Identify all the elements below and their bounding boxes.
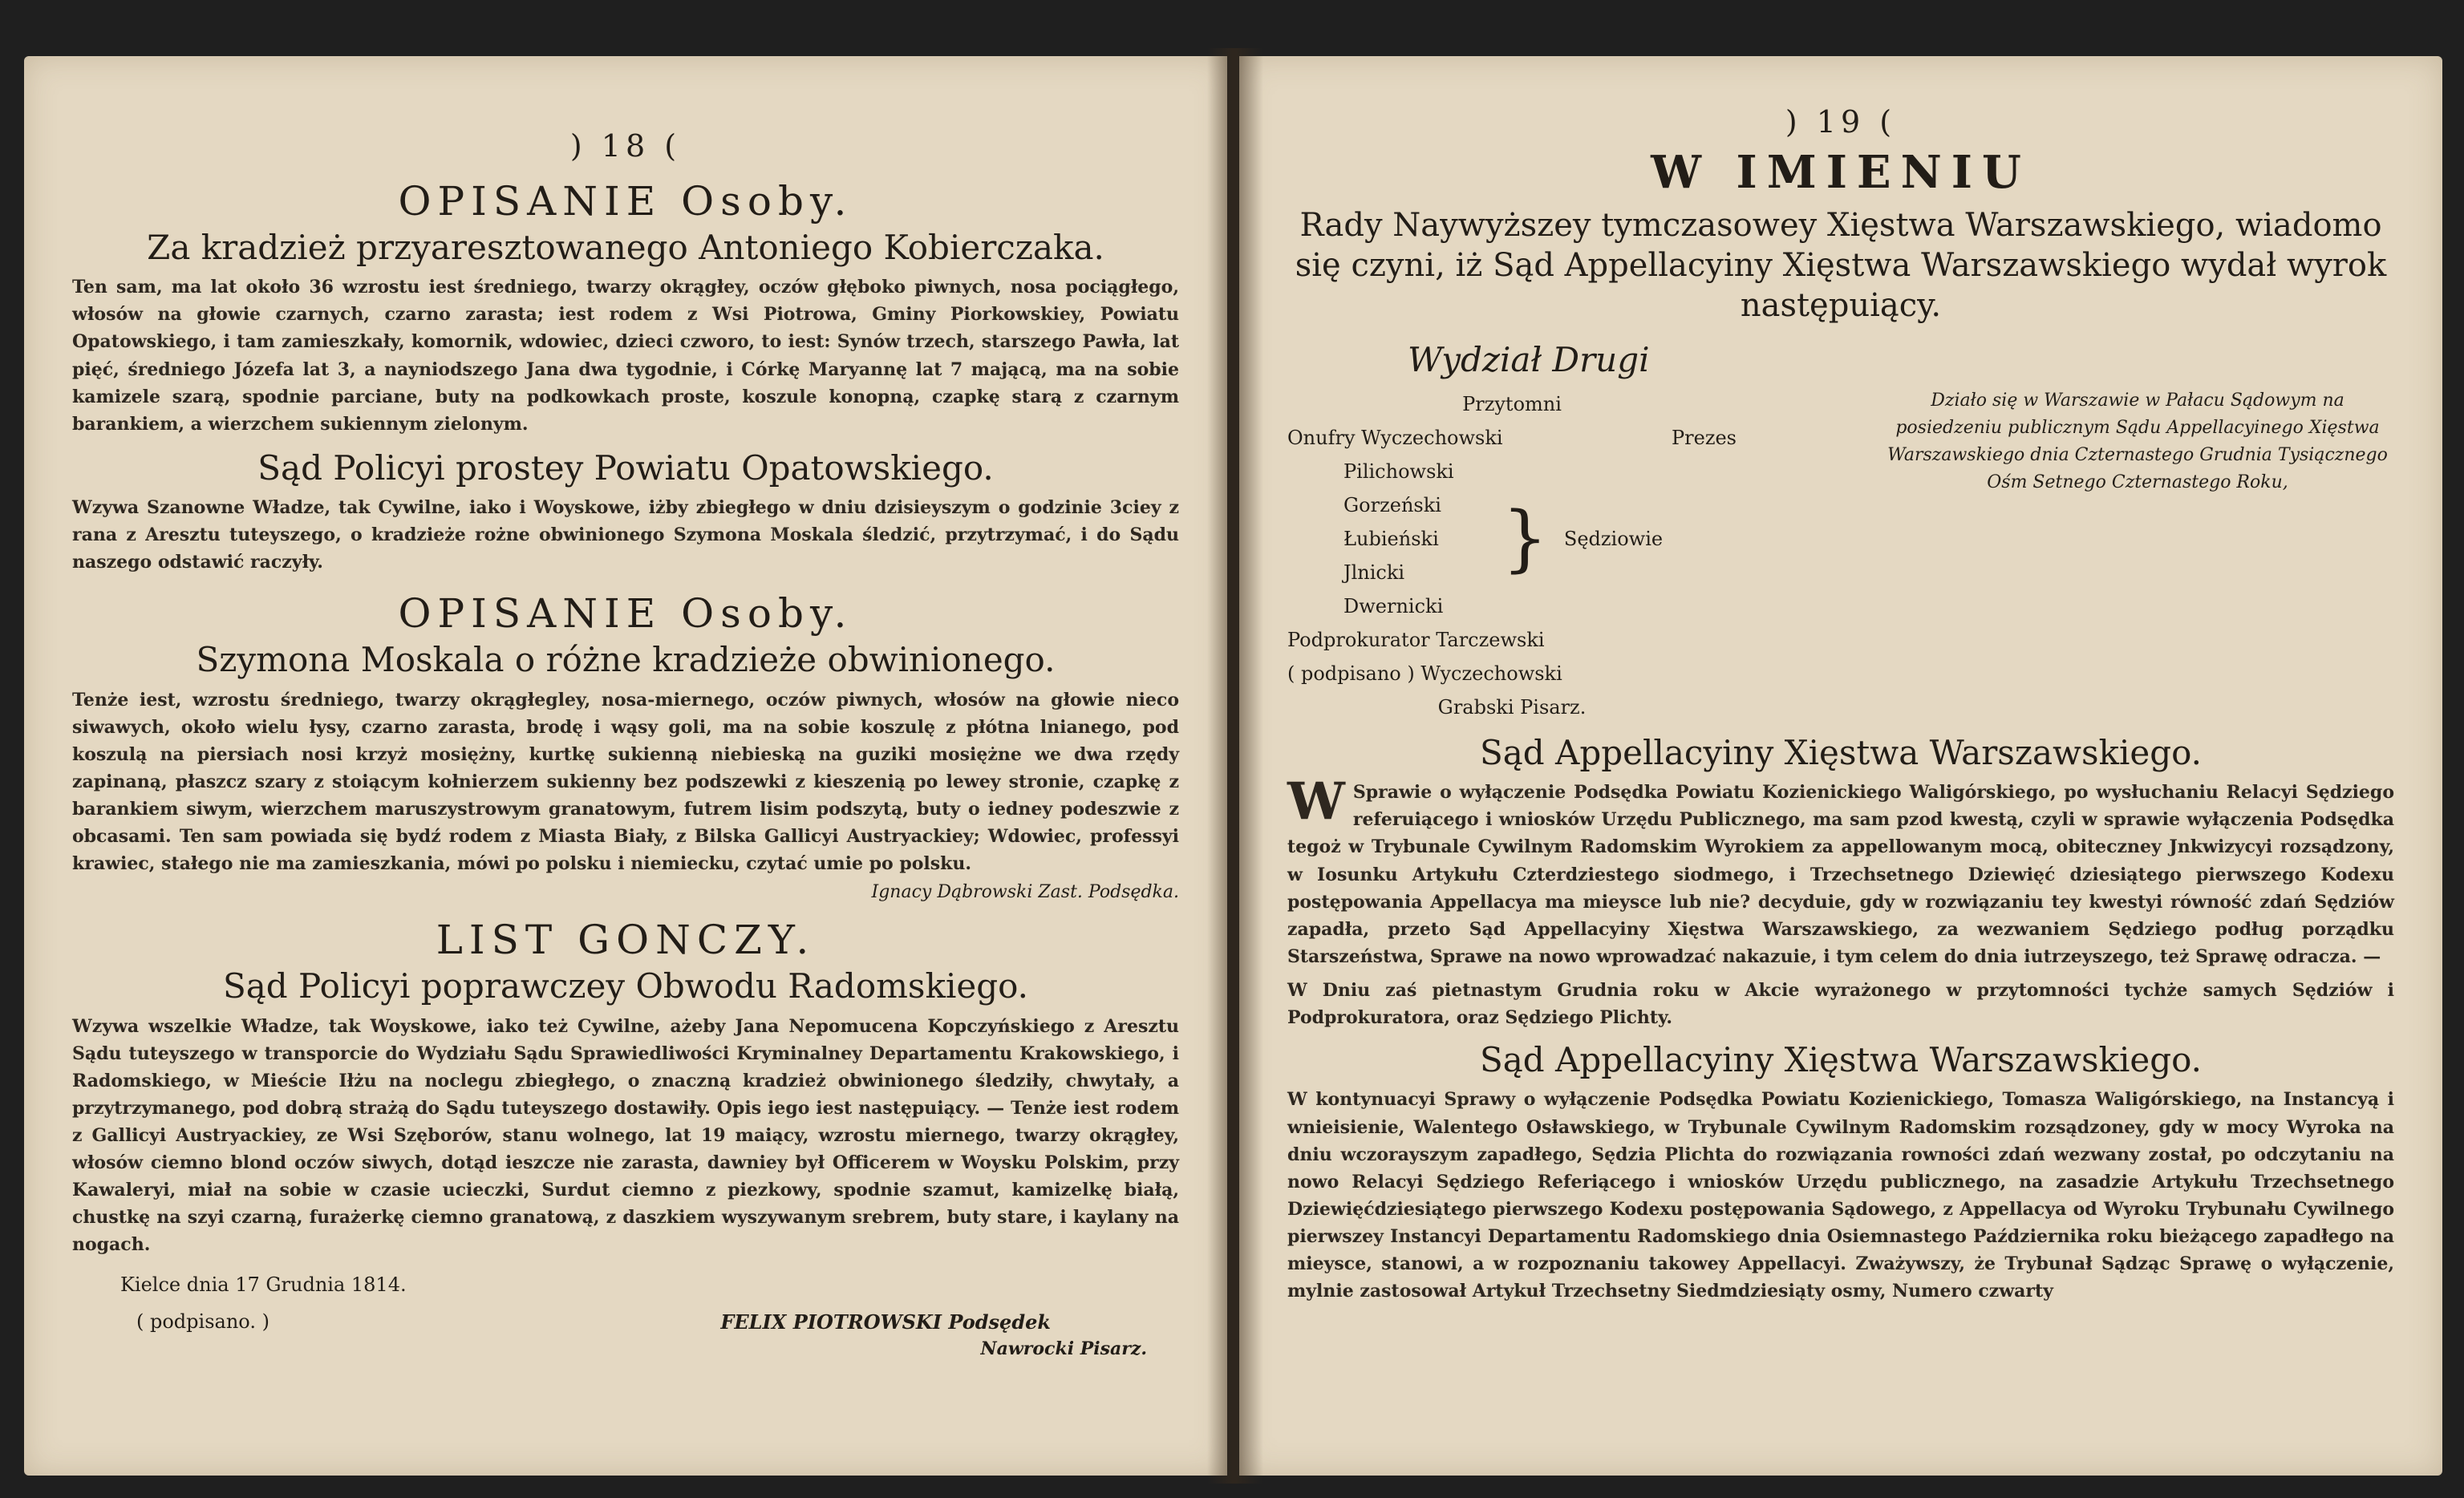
place-date: Kielce dnia 17 Grudnia 1814. (120, 1273, 407, 1296)
drop-cap: W (1287, 771, 1345, 832)
secretary-nawrocki: Nawrocki Pisarz. (980, 1338, 1147, 1359)
president-row (1287, 421, 1737, 455)
left-content (24, 180, 1227, 1359)
page-number-right: ) 19 ( (1785, 104, 1897, 140)
ruling-1-text: Sprawie o wyłączenie Podsędka Powiatu Kozienickiego Waligórskiego, po wysłuchaniu Relacyi Sędziego referuiącego i wniosków Urzędu Publicznego, ma sam pzod kwestą, czyli w sprawie wyłączenia Podsędka tegoż w Trybunale Cywilnym Radomskim Wyrokiem za appellowanym mocą, obiteczney Jnkwizycyi rozsądzony, w Iosunku Artykułu Czterdziestego siodmego, i Trzechsetnego Dziewięć dziesiątego pierwszego Kodexu postępowania Appellacya ma mieysce lub nie? decyduie, gdy w rozwiązaniu tey kwestyi równość zdań Sędziów zapadła, przeto Sąd Appellacyiny Xięstwa Warszawskiego, za wezwaniem Sędziego podług porządku Starszeństwa, Sprawe na nowo wprowadzać nakazuie, i tym celem do dnia iutrzeyszego, też Sprawę odracza. — (1287, 782, 2394, 967)
judge-name: Dwernicki (1343, 595, 1444, 617)
prosecutor-name: Podprokurator Tarczewski (1287, 629, 1545, 651)
judges-group (1287, 455, 1737, 623)
present-label: Przytomni (1462, 393, 1562, 415)
heading-description-2: OPISANIE Osoby. (398, 590, 853, 638)
paragraph-warrant: Wzywa wszelkie Władze, tak Woyskowe, iako też Cywilne, ażeby Jana Nepomucena Kopczyńskiego z Aresztu Sądu tuteyszego w transporcie do Wydziału Sądu Sprawiedliwości Kryminalney Departamentu Krakowskiego, i Radomskiego, w Mieście Iłżu na noclegu zbiegłego, o znaczną kradzież obwinionego śledziły, chwytały, a przytrzymanego, pod dobrą strażą do Sądu tuteyszego dostawiły. Opis iego iest następuiący. — Tenże iest rodem z Gallicyi Austryackiey, ze Wsi Szęborów, stanu wolnego, lat 19 maiący, wzrostu miernego, twarzy okrągłey, włosów ciemno blond oczów siwych, dotąd ieszcze nie zarasta, dawniey był Officerem w Woysku Polskim, przy Kawaleryi, miał na sobie w czasie ucieczki, Surdut ciemno z piezkowy, spodnie szamut, kamizelkę białą, chustkę na szyi czarną, furażerkę ciemno granatową, z daszkiem wyszywanym srebrem, buty stare, i kaylany na nogach. (72, 1015, 1179, 1256)
paragraph-summons-1: Wzywa Szanowne Władze, tak Cywilne, iako i Woyskowe, iżby zbiegłego w dniu dzisieyszym o godzinie 3ciey z rana z Aresztu tuteyszego, o kradzieże rożne obwinionego Szymona Moskala śledzić, przytrzymać, i do Sądu naszego odstawić raczyły. (72, 497, 1179, 573)
division-heading: Wydział Drugi (1408, 340, 1650, 379)
president-name: Onufry Wyczechowski (1287, 427, 1503, 449)
signer-piotrowski: FELIX PIOTROWSKI Podsędek (720, 1310, 1051, 1334)
heading-in-the-name: W IMIENIU (1651, 146, 2031, 199)
heading-court-opatow: Sąd Policyi prostey Powiatu Opatowskiego. (257, 447, 994, 488)
clerk-line: Grabski Pisarz. (1437, 696, 1587, 719)
judge-name: Gorzeński (1343, 494, 1441, 516)
paragraph-description-1: Ten sam, ma lat około 36 wzrostu iest średniego, twarzy okrągłey, oczów głęboko piwnych, nosa pociągłego, włosów na głowie czarnych, czarno zarasta; iest rodem z Wsi Piotrowa, Gminy Piorkowskiey, Powiatu Opatowskiego, i tam zamieszkały, komornik, wdowiec, dzieci czworo, to iest: Synów trzech, starszego Pawła, lat pięć, średniego Józefa lat 3, a nayniodszego Jana dwa tygodnie, i Córkę Maryannę lat 7 mającą, ma na sobie kamizele szarą, spodnie parciane, buty na podkowkach proste, koszule konopną, czapkę starą z czarnym barankiem, a wierzchem sukiennym zielonym. (72, 277, 1179, 435)
brace-icon: } (1502, 496, 1548, 581)
judge-name: Pilichowski (1343, 460, 1454, 483)
heading-court-radom: Sąd Policyi poprawczey Obwodu Radomskiego. (222, 966, 1029, 1006)
heading-appeal-court-2: Sąd Appellacyiny Xięstwa Warszawskiego. (1479, 1040, 2203, 1080)
court-members (1287, 387, 1737, 724)
heading-warrant: LIST GONCZY. (436, 917, 816, 964)
place-date-row (72, 1273, 1179, 1296)
signature-dabrowski: Ignacy Dąbrowski Zast. Podsędka. (871, 882, 1179, 903)
judges-list (1287, 455, 1454, 623)
court-composition (1287, 387, 2394, 724)
subheading-theft: Za kradzież przyaresztowanego Antoniego Kobierczaka. (147, 228, 1104, 267)
signed-note: ( podpisano. ) (136, 1310, 270, 1333)
paragraph-ruling-1 (1287, 771, 2394, 970)
judge-name: Łubieński (1343, 528, 1439, 550)
heading-description-1: OPISANIE Osoby. (398, 178, 853, 225)
heading-appeal-court-1: Sąd Appellacyiny Xięstwa Warszawskiego. (1479, 733, 2203, 772)
paragraph-description-2: Tenże iest, wzrostu średniego, twarzy okrągłegley, nosa-miernego, oczów piwnych, włosów na głowie nieco siwawych, około wielu łysy, czarno zarasta, brodę i wąsy goli, ma na sobie koszulę z płótna lnianego, pod koszulą na piersiach nosi krzyż mosiężny, kurtkę sukienną niebieską na guziki mosiężne we dwa rzędy zapinaną, płaszcz szary z stoiącym kołnierzem sukienny bez podszewki z kieszenią po lewey stronie, czapkę z barankiem siwym, wierzchem maruszystrowym granatowym, futrem lisim podszytą, buty o iedney podeszwie z obcasami. Ten sam powiada się bydź rodem z Miasta Biały, z Bilska Gallicyi Austryackiey; Wdowiec, professyi krawiec, stałego nie ma zamieszkania, mówi po polsku i niemiecku, czytać umie po polsku. (72, 689, 1179, 875)
judge-name: Jlnicki (1343, 561, 1405, 584)
intro-council: Rady Naywyższey tymczasowey Xięstwa Warszawskiego, wiadomo się czyni, iż Sąd Appellacyiny Xięstwa Warszawskiego wydał wyrok następuiący. (1295, 207, 2387, 324)
paragraph-ruling-3: W kontynuacyi Sprawy o wyłączenie Podsędka Powiatu Kozienickiego, Tomasza Waligórskiego, na Instancyą i wnieisienie, Walentego Osławskiego, w Trybunale Cywilnym Radomskim rozsądzoney, gdy w mocy Wyroka na dniu wczorayszym zapadłego, Sędzia Plichta do rozwiązania rowności zdań wezwany został, po odczytaniu na nowo Relacyi Sędziego Referiącego i wniosków Urzędu publicznego, na zasadzie Artykułu Trzechsetnego Dziewięćdziesiątego pierwszego Kodexu postępowania Sądowego, z Appellacya od Wyroku Trybunału Cywilnego pierwszey Instancyi Departamentu Radomskiego dnia Osiemnastego Października roku bieżącego zapadłego na mieysce, stanowi, a w rozpoznaniu takowey Appellacyi. Zważywszy, że Trybunał Sądząc Sprawę o wyłączenie, mylnie zastosował Artykuł Trzechsetny Siedmdziesiąty osmy, Numero czwarty (1287, 1089, 2394, 1302)
session-place: Działo się w Warszawie w Pałacu Sądowym na posiedzeniu publicznym Sądu Appellacyinego Xięstwa Warszawskiego dnia Czternastego Grudnia Tysiącznego Ośm Setnego Czternastego Roku, (1887, 391, 2388, 493)
signature-row (72, 1310, 1179, 1334)
president-role: Prezes (1672, 427, 1737, 449)
right-content (1239, 146, 2442, 1305)
judges-role: Sędziowie (1563, 528, 1664, 550)
signed-line: ( podpisano ) Wyczechowski (1287, 662, 1562, 685)
subheading-moskal: Szymona Moskala o różne kradzieże obwinionego. (196, 640, 1056, 680)
paragraph-ruling-2: W Dniu zaś pietnastym Grudnia roku w Akcie wyrażonego w przytomności tychże samych Sędziów i Podprokuratora, oraz Sędziego Plichty. (1287, 979, 2394, 1029)
page-number-left: ) 18 ( (569, 128, 682, 164)
right-page (1239, 56, 2442, 1476)
left-page (24, 56, 1227, 1476)
